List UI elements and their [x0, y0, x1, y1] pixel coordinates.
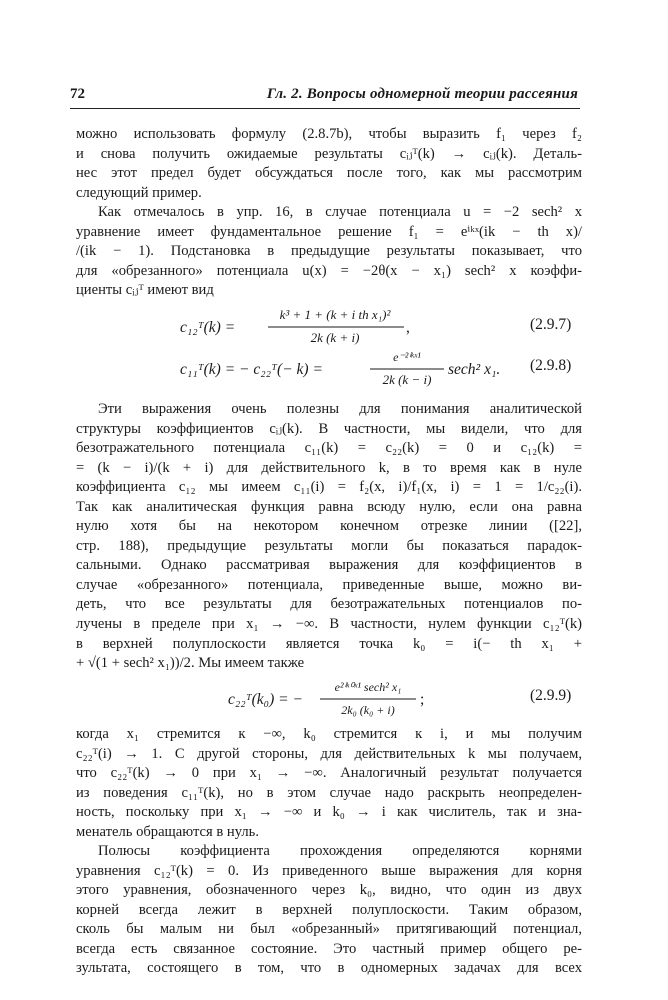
- equation-2-9-9-formula: [228, 674, 428, 722]
- text-line: сальными. Однако рассматривая выражения для коэффициентов в: [76, 557, 582, 574]
- text-line: случае «обрезанного» потенциала, приведенные выше, можно ви-: [76, 576, 582, 593]
- equation-number: (2.9.9): [530, 687, 572, 705]
- text-line: зультата, состоящего в том, что в одномерных задачах для всех: [76, 960, 582, 977]
- text-line: что c₂₂ᵀ(k) → 0 при x₁ → −∞. Аналогичный результат получается: [76, 765, 582, 782]
- equation-numerator: e²ⁱᵏ⁰ˣ¹ sech² x₁: [334, 680, 402, 695]
- equation-lhs: c₁₁ᵀ(k) = − c₂₂ᵀ(− k) =: [180, 361, 323, 379]
- equation-numerator: k³ + 1 + (k + i th x₁)²: [279, 307, 391, 323]
- text-line: когда x₁ стремится к −∞, k₀ стремится к i, и мы получим: [76, 726, 582, 743]
- header-rule: [70, 108, 580, 109]
- text-line: уравнение имеет фундаментальное решение f₁ = eⁱᵏˣ(ik − th x)/: [76, 223, 582, 240]
- text-line: структуры коэффициентов cᵢⱼ(k). В частности, мы видели, что для: [76, 420, 582, 437]
- text-line: менатель обращаются в нуль.: [76, 823, 259, 840]
- text-line: следующий пример.: [76, 184, 202, 201]
- equation-2-9-8-formula: [180, 344, 501, 392]
- text-line: деть, что все результаты для безотражательных потенциалов по-: [76, 596, 582, 613]
- equation-lhs: c₁₂ᵀ(k) =: [180, 319, 236, 337]
- text-line: /(ik − 1). Подстановка в предыдущие результаты показывает, что: [76, 243, 582, 260]
- page-header: [70, 86, 578, 108]
- text-line: безотражательного потенциала c₁₁(k) = c₂₂(k) = 0 и c₁₂(k) =: [76, 440, 582, 457]
- equation-lhs: c₂₂ᵀ(k₀) = −: [228, 691, 303, 709]
- equation-tail: ;: [420, 691, 425, 709]
- text-line: Как отмечалось в упр. 16, в случае потенциала u = −2 sech² x: [98, 204, 582, 221]
- text-line: Так как аналитическая функция равна всюду нулю, если она равна: [76, 498, 582, 515]
- equation-tail: ,: [406, 319, 410, 337]
- text-line: в верхней полуплоскости является точка k₀ = i(− th x₁ +: [76, 635, 582, 652]
- text-line: + √(1 + sech² x₁))/2. Мы имеем также: [76, 655, 305, 672]
- text-line: корней всегда лежит в верхней полуплоскости. Таким образом,: [76, 901, 582, 918]
- equation-2-9-7-formula: [180, 303, 420, 349]
- text-line: стр. 188), предыдущие результаты могли бы показаться парадок-: [76, 537, 582, 554]
- equation-denominator: 2k (k − i): [382, 372, 432, 388]
- text-line: всегда есть связанное состояние. Это частный пример общего ре-: [76, 940, 582, 957]
- text-line: ность, поскольку при x₁ → −∞ и k₀ → i как числитель, так и зна-: [76, 804, 582, 821]
- text-line: = (k − i)/(k + i) для действительного k, в то время как в нуле: [76, 459, 582, 476]
- text-line: c₂₂ᵀ(i) → 1. С другой стороны, для действительных k мы получаем,: [76, 745, 582, 762]
- text-line: сколь бы малым ни был «обрезанный» притягивающий потенциал,: [76, 921, 582, 938]
- text-line: нес этот предел будет обсуждаться после того, как мы рассмотрим: [76, 165, 582, 182]
- equation-denominator: 2k (k + i): [310, 330, 360, 346]
- text-line: коэффициента c₁₂ мы имеем c₁₁(i) = f₂(x, i)/f₁(x, i) = 1 = 1/c₂₂(i).: [76, 479, 582, 496]
- text-line: и снова получить ожидаемые результаты cᵢⱼᵀ(k) → cᵢⱼ(k). Деталь-: [76, 145, 582, 162]
- text-line: циенты cᵢⱼᵀ имеют вид: [76, 282, 214, 299]
- page-number: 72: [70, 86, 85, 102]
- equation-denominator: 2k₀ (k₀ + i): [341, 703, 395, 718]
- text-line: из поведения c₁₁ᵀ(k), но в этом случае надо раскрыть неопределен-: [76, 784, 582, 801]
- text-line: лучены в пределе при x₁ → −∞. В частности, нулем функции c₁₂ᵀ(k): [76, 616, 582, 633]
- text-line: можно использовать формулу (2.8.7b), чтобы выразить f₁ через f₂: [76, 126, 582, 142]
- running-title: Гл. 2. Вопросы одномерной теории рассеяния: [266, 86, 578, 102]
- text-line: Полюсы коэффициента прохождения определяются корнями: [98, 843, 582, 860]
- equation-numerator: e⁻²ⁱᵏˣ¹: [393, 350, 421, 365]
- text-line: нулю хотя бы на некотором конечном отрезке линии ([22],: [76, 518, 582, 535]
- equation-number: (2.9.8): [530, 356, 572, 374]
- text-line: Эти выражения очень полезны для понимания аналитической: [98, 401, 582, 418]
- text-line: этого уравнения, обозначенного через k₀, видно, что один из двух: [76, 882, 582, 899]
- equation-tail: sech² x₁.: [448, 361, 501, 379]
- text-line: уравнения c₁₂ᵀ(k) = 0. Из приведенного выше выражения для корня: [76, 862, 582, 879]
- equation-number: (2.9.7): [530, 315, 572, 333]
- text-line: для «обрезанного» потенциала u(x) = −2θ(x − x₁) sech² x коэффи-: [76, 262, 582, 279]
